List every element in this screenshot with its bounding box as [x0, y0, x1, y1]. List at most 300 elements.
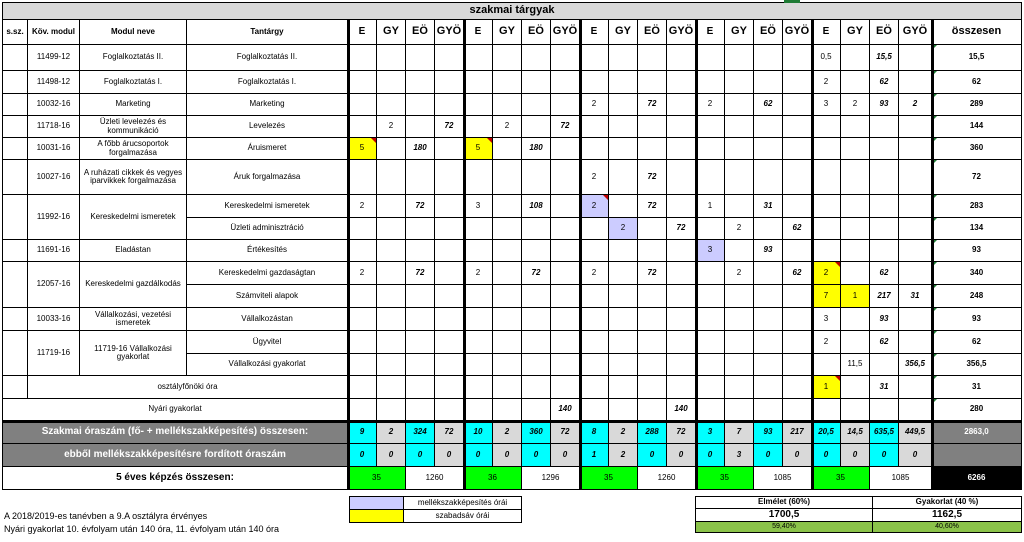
- value-cell: [405, 239, 435, 262]
- value-cell: [898, 375, 932, 399]
- value-cell: [869, 159, 899, 195]
- value-cell: [608, 375, 638, 399]
- value-cell: [608, 44, 638, 71]
- value-cell: [434, 353, 464, 376]
- value-cell: 62: [869, 261, 899, 285]
- summary-cell: 449,5: [898, 420, 932, 444]
- value-cell: [492, 194, 522, 218]
- value-cell: [898, 115, 932, 138]
- value-cell: [463, 115, 493, 138]
- value-cell: [898, 194, 932, 218]
- value-cell: [811, 353, 841, 376]
- value-cell: [463, 239, 493, 262]
- value-cell: 2: [811, 261, 841, 285]
- summary-cell: 0: [434, 443, 464, 467]
- value-cell: [521, 375, 551, 399]
- summary-cell: 0: [550, 443, 580, 467]
- value-cell: 72: [637, 194, 667, 218]
- value-cell: 2: [695, 93, 725, 116]
- value-cell: [637, 70, 667, 94]
- value-cell: [753, 284, 783, 308]
- value-cell: [724, 375, 754, 399]
- summary-label-2: ebből mellékszakképesítésre fordított óraszám: [2, 443, 348, 467]
- value-cell: 2: [840, 93, 870, 116]
- summary-cell: 2: [608, 443, 638, 467]
- module-code: 11499-12: [27, 44, 80, 71]
- value-cell: [811, 217, 841, 240]
- value-cell: 72: [521, 261, 551, 285]
- group-e-total: 35: [811, 466, 870, 490]
- summary-cell: 635,5: [869, 420, 899, 444]
- value-cell: 15,5: [869, 44, 899, 71]
- summary-cell: 14,5: [840, 420, 870, 444]
- value-cell: [463, 353, 493, 376]
- value-cell: 1: [695, 194, 725, 218]
- value-cell: [405, 375, 435, 399]
- value-cell: [782, 194, 812, 218]
- header-modul-neve: Modul neve: [79, 19, 187, 45]
- value-cell: [898, 239, 932, 262]
- value-cell: [579, 217, 609, 240]
- module-name: Üzleti levelezés és kommunikáció: [79, 115, 187, 138]
- value-cell: [840, 194, 870, 218]
- module-code: 10031-16: [27, 137, 80, 160]
- value-cell: [608, 70, 638, 94]
- value-cell: [405, 115, 435, 138]
- summary-cell: 0: [695, 443, 725, 467]
- value-cell: [637, 115, 667, 138]
- value-cell: [811, 194, 841, 218]
- value-cell: [666, 137, 696, 160]
- value-cell: [782, 353, 812, 376]
- value-cell: [869, 353, 899, 376]
- value-cell: [579, 44, 609, 71]
- header-col-3: EÖ: [405, 19, 435, 45]
- value-cell: [666, 93, 696, 116]
- value-cell: [637, 44, 667, 71]
- value-cell: [521, 70, 551, 94]
- value-cell: [550, 239, 580, 262]
- subject-name: Kereskedelmi ismeretek: [186, 194, 348, 218]
- value-cell: 140: [666, 398, 696, 421]
- subject-name: osztályfőnöki óra: [27, 375, 348, 399]
- value-cell: 62: [869, 70, 899, 94]
- value-cell: [695, 217, 725, 240]
- value-cell: [550, 44, 580, 71]
- value-cell: 62: [782, 261, 812, 285]
- value-cell: [550, 70, 580, 94]
- value-cell: 2: [724, 217, 754, 240]
- module-name: A ruházati cikkek és vegyes iparvikkek forgalmazása: [79, 159, 187, 195]
- value-cell: [434, 375, 464, 399]
- group-total: 1260: [637, 466, 696, 490]
- summary-cell: 0: [492, 443, 522, 467]
- header-col-9: E: [579, 19, 609, 45]
- value-cell: [637, 284, 667, 308]
- value-cell: [492, 159, 522, 195]
- group-e-total: 35: [347, 466, 406, 490]
- value-cell: [521, 239, 551, 262]
- value-cell: [782, 115, 812, 138]
- value-cell: [869, 217, 899, 240]
- value-cell: [521, 115, 551, 138]
- value-cell: [521, 284, 551, 308]
- value-cell: 62: [753, 93, 783, 116]
- value-cell: [376, 159, 406, 195]
- ratio-gyakorlat-pct: 40,60%: [872, 521, 1022, 533]
- ssz-cell: [2, 375, 28, 399]
- subject-name: Levelezés: [186, 115, 348, 138]
- summary-cell: 8: [579, 420, 609, 444]
- header-col-5: E: [463, 19, 493, 45]
- value-cell: 356,5: [898, 353, 932, 376]
- legend-swatch-mellek: [349, 496, 404, 510]
- value-cell: [492, 261, 522, 285]
- value-cell: [898, 307, 932, 331]
- value-cell: 31: [753, 194, 783, 218]
- value-cell: [550, 353, 580, 376]
- value-cell: [695, 307, 725, 331]
- subject-name: Értékesítés: [186, 239, 348, 262]
- value-cell: [550, 375, 580, 399]
- value-cell: [405, 70, 435, 94]
- value-cell: 2: [811, 70, 841, 94]
- value-cell: [840, 137, 870, 160]
- value-cell: [753, 353, 783, 376]
- summary-cell: 2: [608, 420, 638, 444]
- summary-cell: 3: [695, 420, 725, 444]
- value-cell: [753, 159, 783, 195]
- value-cell: [463, 159, 493, 195]
- note-line-2: Nyári gyakorlat 10. évfolyam után 140 óra, 11. évfolyam után 140 óra: [4, 525, 279, 534]
- value-cell: [608, 398, 638, 421]
- value-cell: [434, 284, 464, 308]
- value-cell: [550, 307, 580, 331]
- value-cell: 11,5: [840, 353, 870, 376]
- value-cell: [840, 375, 870, 399]
- header-ssz: s.sz.: [2, 19, 28, 45]
- summary-cell: 217: [782, 420, 812, 444]
- header-col-11: EÖ: [637, 19, 667, 45]
- value-cell: [550, 194, 580, 218]
- row-total: 340: [931, 261, 1022, 285]
- value-cell: [840, 44, 870, 71]
- value-cell: [492, 93, 522, 116]
- value-cell: 3: [811, 307, 841, 331]
- value-cell: 31: [898, 284, 932, 308]
- value-cell: [637, 375, 667, 399]
- value-cell: 2: [347, 261, 377, 285]
- module-name: Kereskedelmi ismeretek: [79, 194, 187, 240]
- value-cell: 2: [898, 93, 932, 116]
- value-cell: [376, 217, 406, 240]
- value-cell: [782, 375, 812, 399]
- value-cell: 72: [637, 261, 667, 285]
- value-cell: [376, 307, 406, 331]
- value-cell: [637, 398, 667, 421]
- value-cell: [550, 217, 580, 240]
- value-cell: 2: [492, 115, 522, 138]
- value-cell: [405, 398, 435, 421]
- header-col-16: GYÖ: [782, 19, 812, 45]
- value-cell: [782, 159, 812, 195]
- subject-name: Vállalkozástan: [186, 307, 348, 331]
- summary-cell: 3: [724, 443, 754, 467]
- summary-cell: 1: [579, 443, 609, 467]
- row-total: 93: [931, 307, 1022, 331]
- ssz-cell: [2, 70, 28, 94]
- value-cell: [666, 261, 696, 285]
- ssz-cell: [2, 93, 28, 116]
- value-cell: [579, 330, 609, 354]
- value-cell: [695, 375, 725, 399]
- value-cell: [608, 284, 638, 308]
- value-cell: [724, 353, 754, 376]
- value-cell: [753, 261, 783, 285]
- value-cell: [463, 93, 493, 116]
- value-cell: [666, 353, 696, 376]
- value-cell: [782, 307, 812, 331]
- value-cell: [666, 239, 696, 262]
- value-cell: [898, 217, 932, 240]
- value-cell: 217: [869, 284, 899, 308]
- module-name: Marketing: [79, 93, 187, 116]
- value-cell: [753, 115, 783, 138]
- value-cell: 2: [463, 261, 493, 285]
- header-col-4: GYÖ: [434, 19, 464, 45]
- value-cell: [434, 44, 464, 71]
- value-cell: [376, 375, 406, 399]
- group-e-total: 35: [579, 466, 638, 490]
- row-total: 72: [931, 159, 1022, 195]
- value-cell: [811, 239, 841, 262]
- subject-name: Ügyvitel: [186, 330, 348, 354]
- value-cell: [405, 44, 435, 71]
- table-title: szakmai tárgyak: [2, 2, 1022, 20]
- value-cell: 1: [840, 284, 870, 308]
- value-cell: 2: [608, 217, 638, 240]
- legend-label-szabad: szabadsáv órái: [403, 509, 522, 523]
- value-cell: [637, 217, 667, 240]
- value-cell: [898, 159, 932, 195]
- row-total: 248: [931, 284, 1022, 308]
- value-cell: [434, 261, 464, 285]
- value-cell: [463, 284, 493, 308]
- value-cell: 0,5: [811, 44, 841, 71]
- value-cell: [666, 70, 696, 94]
- value-cell: [579, 137, 609, 160]
- header-col-12: GYÖ: [666, 19, 696, 45]
- header-col-17: E: [811, 19, 841, 45]
- value-cell: [869, 398, 899, 421]
- subject-name: Áruismeret: [186, 137, 348, 160]
- module-code: 11992-16: [27, 194, 80, 240]
- value-cell: [840, 330, 870, 354]
- header-col-14: GY: [724, 19, 754, 45]
- value-cell: [608, 159, 638, 195]
- row-total: 356,5: [931, 353, 1022, 376]
- module-name: Eladástan: [79, 239, 187, 262]
- ratio-elmelet-value: 1700,5: [695, 508, 873, 522]
- value-cell: [405, 307, 435, 331]
- header-col-8: GYÖ: [550, 19, 580, 45]
- value-cell: [405, 159, 435, 195]
- row-total: 62: [931, 330, 1022, 354]
- value-cell: [579, 284, 609, 308]
- value-cell: [695, 353, 725, 376]
- value-cell: [695, 284, 725, 308]
- value-cell: [376, 261, 406, 285]
- summary-cell: 2: [492, 420, 522, 444]
- value-cell: [666, 159, 696, 195]
- value-cell: [376, 194, 406, 218]
- value-cell: 72: [405, 194, 435, 218]
- summary-cell: 2: [376, 420, 406, 444]
- value-cell: [608, 261, 638, 285]
- value-cell: [434, 217, 464, 240]
- value-cell: [347, 70, 377, 94]
- value-cell: [376, 137, 406, 160]
- value-cell: 62: [869, 330, 899, 354]
- ssz-cell: [2, 261, 28, 308]
- value-cell: [521, 307, 551, 331]
- row-total: 144: [931, 115, 1022, 138]
- summary-cell: 0: [521, 443, 551, 467]
- subject-name: Foglalkoztatás I.: [186, 70, 348, 94]
- value-cell: [782, 284, 812, 308]
- value-cell: [579, 239, 609, 262]
- value-cell: [405, 284, 435, 308]
- value-cell: 5: [463, 137, 493, 160]
- value-cell: [608, 307, 638, 331]
- value-cell: [724, 239, 754, 262]
- ratio-gyakorlat-value: 1162,5: [872, 508, 1022, 522]
- value-cell: [463, 307, 493, 331]
- summary-cell: 324: [405, 420, 435, 444]
- value-cell: [463, 375, 493, 399]
- group-total: 1260: [405, 466, 464, 490]
- row-total: 283: [931, 194, 1022, 218]
- value-cell: 140: [550, 398, 580, 421]
- value-cell: [347, 307, 377, 331]
- value-cell: [753, 375, 783, 399]
- summary-cell: 0: [782, 443, 812, 467]
- value-cell: [347, 239, 377, 262]
- value-cell: [637, 330, 667, 354]
- value-cell: [695, 70, 725, 94]
- value-cell: [579, 70, 609, 94]
- value-cell: [637, 307, 667, 331]
- value-cell: [666, 330, 696, 354]
- value-cell: [347, 398, 377, 421]
- value-cell: [347, 375, 377, 399]
- value-cell: [492, 307, 522, 331]
- value-cell: [521, 93, 551, 116]
- value-cell: [608, 330, 638, 354]
- value-cell: [608, 137, 638, 160]
- value-cell: [550, 137, 580, 160]
- value-cell: [405, 217, 435, 240]
- value-cell: [898, 398, 932, 421]
- value-cell: [782, 398, 812, 421]
- header-col-10: GY: [608, 19, 638, 45]
- summary-label-1: Szakmai óraszám (fő- + mellékszakképesítés) összesen:: [2, 420, 348, 444]
- value-cell: 72: [550, 115, 580, 138]
- value-cell: 3: [463, 194, 493, 218]
- value-cell: [695, 137, 725, 160]
- ssz-cell: [2, 115, 28, 138]
- header-col-20: GYÖ: [898, 19, 932, 45]
- summary-cell: 0: [347, 443, 377, 467]
- summary-cell: 0: [840, 443, 870, 467]
- legend-label-mellek: mellékszakképesítés órái: [403, 496, 522, 510]
- value-cell: [782, 44, 812, 71]
- subject-name: Áruk forgalmazása: [186, 159, 348, 195]
- group-total: 1085: [753, 466, 812, 490]
- header-kov-modul: Köv. modul: [27, 19, 80, 45]
- group-e-total: 35: [695, 466, 754, 490]
- value-cell: [898, 261, 932, 285]
- value-cell: [492, 137, 522, 160]
- summary-total-1: 2863,0: [931, 420, 1022, 444]
- value-cell: [666, 115, 696, 138]
- value-cell: [724, 307, 754, 331]
- ratio-elmelet-pct: 59,40%: [695, 521, 873, 533]
- summary-cell: 0: [753, 443, 783, 467]
- value-cell: 2: [347, 194, 377, 218]
- value-cell: [840, 159, 870, 195]
- value-cell: [579, 353, 609, 376]
- value-cell: [347, 115, 377, 138]
- value-cell: [550, 261, 580, 285]
- value-cell: [898, 70, 932, 94]
- value-cell: [724, 194, 754, 218]
- header-col-2: GY: [376, 19, 406, 45]
- module-code: 12057-16: [27, 261, 80, 308]
- row-total: 280: [931, 398, 1022, 421]
- value-cell: 7: [811, 284, 841, 308]
- header-col-19: EÖ: [869, 19, 899, 45]
- value-cell: [811, 159, 841, 195]
- value-cell: [579, 398, 609, 421]
- row-total: 15,5: [931, 44, 1022, 71]
- module-name: Foglalkoztatás II.: [79, 44, 187, 71]
- module-code: 10032-16: [27, 93, 80, 116]
- module-code: 11498-12: [27, 70, 80, 94]
- value-cell: 62: [782, 217, 812, 240]
- summary-cell: 0: [898, 443, 932, 467]
- summary-cell: 0: [869, 443, 899, 467]
- ssz-cell: [2, 307, 28, 331]
- module-name: Foglalkoztatás I.: [79, 70, 187, 94]
- value-cell: [840, 217, 870, 240]
- header-col-15: EÖ: [753, 19, 783, 45]
- value-cell: [637, 137, 667, 160]
- grand-total: 6266: [931, 466, 1022, 490]
- value-cell: 2: [579, 194, 609, 218]
- summary-cell: 0: [811, 443, 841, 467]
- summary-total-2: [931, 443, 1022, 467]
- module-name: Kereskedelmi gazdálkodás: [79, 261, 187, 308]
- value-cell: [521, 398, 551, 421]
- value-cell: [405, 353, 435, 376]
- value-cell: [376, 284, 406, 308]
- value-cell: [782, 330, 812, 354]
- summary-cell: 10: [463, 420, 493, 444]
- value-cell: [521, 159, 551, 195]
- summary-cell: 288: [637, 420, 667, 444]
- value-cell: [666, 194, 696, 218]
